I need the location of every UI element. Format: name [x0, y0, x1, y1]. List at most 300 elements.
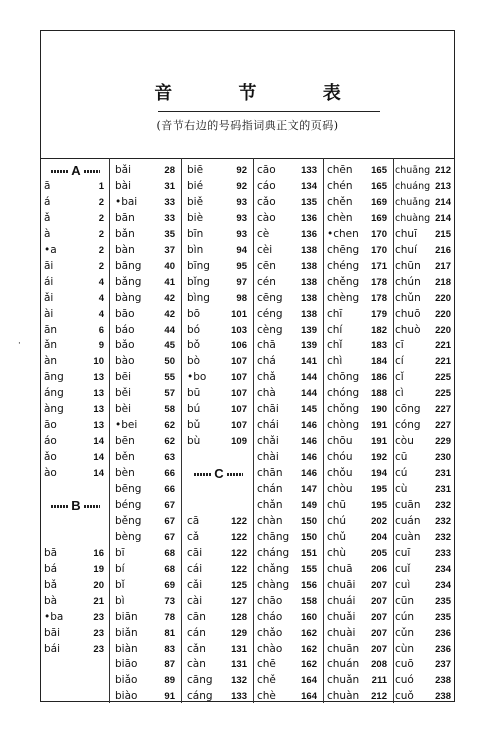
page-number: 98 — [236, 292, 247, 304]
syllable-pinyin: ài — [44, 307, 54, 320]
syllable-pinyin: bū — [187, 387, 201, 400]
page-number: 206 — [371, 563, 387, 575]
syllable-entry — [44, 274, 106, 291]
syllable-entry — [327, 529, 389, 546]
syllable-pinyin: cēn — [257, 259, 276, 272]
page-number: 235 — [435, 595, 451, 607]
syllable-entry — [44, 449, 106, 466]
page-number: 109 — [231, 436, 247, 448]
syllable-entry — [115, 290, 177, 307]
syllable-pinyin: cóng — [395, 419, 421, 432]
syllable-pinyin: chàn — [257, 514, 283, 527]
syllable-entry — [327, 625, 389, 642]
heading-letter: B — [71, 497, 81, 513]
syllable-pinyin: ǎ — [44, 211, 51, 224]
syllable-pinyin: chǒu — [327, 467, 353, 480]
syllable-pinyin: biǎn — [115, 626, 138, 639]
page-number: 234 — [435, 579, 451, 591]
syllable-pinyin: chōu — [327, 435, 353, 448]
title-underline — [158, 111, 380, 112]
syllable-entry — [187, 561, 249, 578]
syllable-entry — [257, 688, 319, 705]
syllable-pinyin: chuán — [327, 658, 360, 671]
syllable-pinyin: cèng — [257, 323, 283, 336]
column-divider — [109, 158, 110, 703]
syllable-pinyin: •bo — [187, 371, 207, 384]
syllable-pinyin: chá — [257, 355, 276, 368]
syllable-pinyin: chāi — [257, 403, 279, 416]
syllable-entry — [327, 290, 389, 307]
syllable-entry — [257, 274, 319, 291]
syllable-entry — [395, 529, 453, 546]
page-number: 93 — [236, 196, 247, 208]
page-title: 音 节 表 — [154, 83, 371, 104]
page-number: 191 — [371, 420, 387, 432]
syllable-entry — [395, 290, 453, 307]
syllable-pinyin: āo — [44, 419, 57, 432]
page-number: 68 — [164, 563, 175, 575]
page-number: 66 — [164, 468, 175, 480]
syllable-pinyin: chuàn — [327, 690, 360, 703]
syllable-pinyin: chí — [327, 323, 343, 336]
syllable-entry — [187, 672, 249, 689]
page-number: 160 — [301, 611, 317, 623]
page-number: 156 — [301, 579, 317, 591]
syllable-entry — [187, 577, 249, 594]
syllable-pinyin: báo — [115, 323, 135, 336]
syllable-pinyin: bèi — [115, 403, 132, 416]
syllable-pinyin: bāng — [115, 259, 142, 272]
page-number: 67 — [164, 499, 175, 511]
page-number: 235 — [435, 611, 451, 623]
syllable-entry — [115, 497, 177, 514]
syllable-entry — [257, 465, 319, 482]
page-number: 212 — [371, 691, 387, 703]
syllable-pinyin: bì — [115, 594, 125, 607]
syllable-pinyin: cào — [257, 211, 276, 224]
syllable-pinyin: biān — [115, 610, 138, 623]
syllable-entry — [257, 625, 319, 642]
page-number: 162 — [301, 643, 317, 655]
column-divider — [393, 158, 394, 703]
syllable-pinyin: chuái — [327, 594, 356, 607]
syllable-entry — [115, 577, 177, 594]
page-number: 211 — [371, 675, 387, 687]
syllable-pinyin: cuō — [395, 658, 414, 671]
syllable-pinyin: chán — [257, 483, 283, 495]
syllable-pinyin: àn — [44, 355, 58, 368]
page-number: 2 — [98, 260, 104, 272]
syllable-pinyin: chū — [327, 498, 347, 511]
syllable-entry — [44, 465, 106, 482]
syllable-pinyin: chūn — [395, 259, 421, 272]
syllable-entry — [327, 178, 389, 195]
page-number: 221 — [435, 340, 451, 352]
syllable-entry — [115, 545, 177, 562]
syllable-pinyin: chuǎng — [395, 196, 431, 208]
page-number: 236 — [435, 643, 451, 655]
syllable-entry — [44, 194, 106, 211]
page-number: 162 — [301, 659, 317, 671]
syllable-entry — [395, 656, 453, 673]
page-number: 179 — [371, 308, 387, 320]
syllable-pinyin: chuān — [327, 642, 360, 655]
page-number: 23 — [93, 627, 104, 639]
syllable-entry — [395, 465, 453, 482]
syllable-entry — [187, 385, 249, 402]
syllable-entry — [257, 656, 319, 673]
page-number: 169 — [371, 196, 387, 208]
syllable-entry — [395, 609, 453, 626]
syllable-pinyin: bǎo — [115, 339, 135, 352]
page-number: 146 — [301, 436, 317, 448]
syllable-pinyin: běng — [115, 514, 142, 527]
syllable-pinyin: bīn — [187, 227, 204, 240]
page-number: 14 — [93, 436, 104, 448]
page-number: 4 — [98, 292, 104, 304]
syllable-entry — [395, 625, 453, 642]
heading-rule — [51, 170, 68, 173]
section-heading-b — [44, 497, 106, 514]
syllable-entry — [187, 529, 249, 546]
page-number: 93 — [236, 228, 247, 240]
syllable-pinyin: ǎo — [44, 451, 57, 464]
syllable-entry — [187, 210, 249, 227]
page-number: 150 — [301, 515, 317, 527]
syllable-entry — [187, 242, 249, 259]
syllable-entry — [257, 497, 319, 514]
syllable-entry — [327, 433, 389, 450]
syllable-pinyin: bǒ — [187, 339, 201, 352]
syllable-entry — [257, 306, 319, 323]
syllable-pinyin: chuǎi — [327, 610, 356, 623]
syllable-entry — [327, 306, 389, 323]
page-number: 191 — [371, 436, 387, 448]
page-number: 165 — [371, 165, 387, 176]
page-number: 170 — [371, 244, 387, 256]
page-number: 231 — [435, 484, 451, 495]
syllable-pinyin: á — [44, 195, 51, 208]
syllable-pinyin: bī — [115, 546, 125, 559]
syllable-pinyin: bèn — [115, 467, 135, 480]
page-number: 67 — [164, 515, 175, 527]
page-number: 178 — [371, 292, 387, 304]
syllable-pinyin: •bai — [115, 195, 138, 208]
page-number: 230 — [435, 452, 451, 464]
syllable-pinyin: chuāi — [327, 578, 356, 591]
syllable-pinyin: chěn — [327, 195, 353, 208]
syllable-pinyin: chǎng — [257, 562, 290, 575]
syllable-entry — [395, 258, 453, 275]
syllable-pinyin: cuì — [395, 578, 411, 591]
page-number: 195 — [371, 484, 387, 495]
syllable-pinyin: cì — [395, 387, 404, 400]
syllable-entry — [395, 178, 453, 195]
syllable-entry — [257, 529, 319, 546]
heading-letter: C — [214, 466, 224, 482]
page-number: 208 — [371, 659, 387, 671]
syllable-entry — [115, 529, 177, 546]
syllable-entry — [395, 322, 453, 339]
syllable-pinyin: chén — [327, 179, 353, 192]
syllable-pinyin: áng — [44, 387, 64, 400]
page-number: 149 — [301, 499, 317, 511]
syllable-pinyin: •bei — [115, 419, 138, 432]
syllable-entry — [327, 226, 389, 243]
syllable-entry — [44, 258, 106, 275]
syllable-pinyin: bǎn — [115, 227, 135, 240]
syllable-entry — [115, 449, 177, 466]
syllable-pinyin: bìng — [187, 291, 210, 304]
page-number: 97 — [236, 276, 247, 288]
page-number: 107 — [231, 404, 247, 416]
page-number: 78 — [164, 611, 175, 623]
syllable-entry — [115, 609, 177, 626]
syllable-entry — [395, 433, 453, 450]
page-number: 225 — [435, 388, 451, 400]
syllable-entry — [115, 369, 177, 386]
page-number: 4 — [98, 308, 104, 320]
syllable-entry — [44, 641, 106, 658]
syllable-entry — [44, 545, 106, 562]
page-number: 41 — [164, 276, 175, 288]
syllable-entry — [327, 641, 389, 658]
syllable-entry — [327, 417, 389, 434]
page-number: 195 — [371, 499, 387, 511]
syllable-pinyin: cū — [395, 451, 408, 464]
page-number: 134 — [301, 180, 317, 192]
page-number: 146 — [301, 420, 317, 432]
syllable-entry — [115, 162, 177, 179]
syllable-pinyin: biě — [187, 195, 204, 208]
syllable-entry — [44, 369, 106, 386]
page-number: 14 — [93, 468, 104, 480]
page-number: 23 — [93, 643, 104, 655]
page-number: 155 — [301, 563, 317, 575]
syllable-pinyin: biào — [115, 690, 138, 703]
syllable-pinyin: ā — [44, 179, 51, 192]
page-number: 13 — [93, 388, 104, 400]
syllable-entry — [327, 656, 389, 673]
syllable-entry — [44, 609, 106, 626]
syllable-entry — [44, 561, 106, 578]
syllable-pinyin: bìn — [187, 243, 204, 256]
syllable-entry — [44, 322, 106, 339]
syllable-pinyin: chěng — [327, 275, 360, 288]
heading-rule — [194, 473, 211, 476]
syllable-entry — [44, 226, 106, 243]
syllable-pinyin: cōng — [395, 403, 421, 416]
syllable-entry — [115, 688, 177, 705]
syllable-entry — [395, 577, 453, 594]
syllable-entry — [187, 353, 249, 370]
page-number: 236 — [435, 627, 451, 639]
syllable-entry — [395, 688, 453, 705]
page-number: 144 — [301, 372, 317, 384]
heading-rule — [51, 505, 68, 508]
syllable-entry — [115, 481, 177, 498]
syllable-entry — [395, 417, 453, 434]
syllable-pinyin: áo — [44, 435, 57, 448]
page-number: 202 — [371, 515, 387, 527]
syllable-entry — [257, 226, 319, 243]
syllable-entry — [187, 369, 249, 386]
page-number: 35 — [164, 228, 175, 240]
page-number: 220 — [435, 324, 451, 336]
syllable-entry — [44, 577, 106, 594]
page-number: 227 — [435, 404, 451, 416]
page-number: 16 — [93, 547, 104, 559]
syllable-pinyin: cuǒ — [395, 690, 414, 703]
page-number: 190 — [371, 404, 387, 416]
page-number: 122 — [231, 547, 247, 559]
page-number: 50 — [164, 356, 175, 368]
syllable-entry — [257, 672, 319, 689]
page-number: 146 — [301, 452, 317, 464]
syllable-pinyin: bào — [115, 355, 135, 368]
syllable-entry — [115, 178, 177, 195]
syllable-entry — [327, 481, 389, 498]
page-number: 2 — [98, 196, 104, 208]
syllable-entry — [115, 226, 177, 243]
page-number: 125 — [231, 579, 247, 591]
page-number: 2 — [98, 212, 104, 224]
syllable-pinyin: bān — [115, 211, 135, 224]
syllable-pinyin: chǎo — [257, 626, 283, 639]
syllable-pinyin: chǎi — [257, 435, 279, 448]
page-number: 107 — [231, 372, 247, 384]
page-number: 136 — [301, 228, 317, 240]
syllable-pinyin: cūn — [395, 594, 415, 607]
syllable-entry — [115, 274, 177, 291]
page-subtitle: (音节右边的号码指词典正文的页码) — [156, 119, 339, 132]
column-divider — [253, 158, 254, 703]
page-number: 131 — [231, 659, 247, 671]
syllable-entry — [115, 465, 177, 482]
syllable-entry — [327, 545, 389, 562]
syllable-pinyin: cùn — [395, 642, 415, 655]
page-number: 133 — [231, 691, 247, 703]
syllable-entry — [327, 672, 389, 689]
syllable-pinyin: chēng — [327, 243, 360, 256]
page-number: 67 — [164, 531, 175, 543]
syllable-pinyin: bá — [44, 562, 58, 575]
page-number: 192 — [371, 452, 387, 464]
syllable-entry — [257, 433, 319, 450]
page-number: 225 — [435, 372, 451, 384]
page-number: 188 — [371, 388, 387, 400]
page-number: 238 — [435, 691, 451, 703]
syllable-entry — [257, 593, 319, 610]
syllable-pinyin: cuān — [395, 498, 421, 511]
syllable-pinyin: céng — [257, 307, 283, 320]
page-number: 122 — [231, 531, 247, 543]
syllable-pinyin: bù — [187, 435, 201, 448]
column-divider — [181, 158, 182, 703]
page-number: 162 — [301, 627, 317, 639]
page-number: 234 — [435, 563, 451, 575]
page-number: 232 — [435, 531, 451, 543]
syllable-pinyin: chǒng — [327, 403, 360, 416]
page-number: 9 — [98, 340, 104, 352]
page-number: 207 — [371, 579, 387, 591]
syllable-entry — [327, 497, 389, 514]
page-number: 150 — [301, 531, 317, 543]
page-number: 207 — [371, 595, 387, 607]
syllable-pinyin: bài — [115, 179, 132, 192]
page-number: 139 — [301, 324, 317, 336]
syllable-entry — [327, 258, 389, 275]
page-number: 19 — [93, 563, 104, 575]
syllable-pinyin: běi — [115, 387, 132, 400]
syllable-pinyin: āi — [44, 259, 54, 272]
page-number: 13 — [93, 404, 104, 416]
syllable-pinyin: chǐ — [327, 339, 343, 352]
page-number: 133 — [301, 165, 317, 176]
syllable-pinyin: cài — [187, 594, 203, 607]
syllable-entry — [187, 545, 249, 562]
page-number: 21 — [93, 595, 104, 607]
syllable-entry — [327, 162, 389, 179]
page-number: 145 — [301, 404, 317, 416]
syllable-pinyin: •a — [44, 243, 57, 256]
page-number: 42 — [164, 308, 175, 320]
syllable-entry — [395, 672, 453, 689]
syllable-pinyin: bái — [44, 642, 61, 655]
syllable-entry — [187, 194, 249, 211]
page-number: 232 — [435, 515, 451, 527]
syllable-pinyin: cún — [395, 610, 415, 623]
syllable-entry — [327, 577, 389, 594]
page-number: 218 — [435, 276, 451, 288]
syllable-entry — [187, 641, 249, 658]
syllable-entry — [115, 625, 177, 642]
page-number: 215 — [435, 228, 451, 240]
syllable-pinyin: bāi — [44, 626, 61, 639]
syllable-pinyin: cháng — [257, 546, 290, 559]
syllable-pinyin: bīng — [187, 259, 210, 272]
page-number: 132 — [231, 675, 247, 687]
page-number: 122 — [231, 515, 247, 527]
page-number: 184 — [371, 356, 387, 368]
syllable-pinyin: cǎo — [257, 195, 276, 208]
syllable-pinyin: cuó — [395, 674, 414, 687]
syllable-pinyin: bǐ — [115, 578, 125, 591]
syllable-pinyin: cái — [187, 562, 203, 575]
page-number: 45 — [164, 340, 175, 352]
syllable-entry — [395, 593, 453, 610]
page-number: 141 — [301, 356, 317, 368]
syllable-pinyin: chuā — [327, 562, 353, 575]
syllable-entry — [327, 401, 389, 418]
syllable-entry — [115, 194, 177, 211]
syllable-pinyin: běn — [115, 451, 135, 464]
syllable-pinyin: cán — [187, 626, 206, 639]
syllable-entry — [327, 274, 389, 291]
syllable-pinyin: cī — [395, 339, 404, 352]
heading-letter: A — [71, 163, 81, 178]
syllable-entry — [187, 306, 249, 323]
syllable-pinyin: bǔ — [187, 419, 201, 432]
syllable-entry — [44, 417, 106, 434]
syllable-entry — [115, 322, 177, 339]
syllable-entry — [187, 593, 249, 610]
syllable-pinyin: cǎi — [187, 578, 203, 591]
syllable-entry — [257, 513, 319, 530]
page-number: 183 — [371, 340, 387, 352]
page-number: 229 — [435, 436, 451, 448]
syllable-table-page — [40, 30, 455, 702]
